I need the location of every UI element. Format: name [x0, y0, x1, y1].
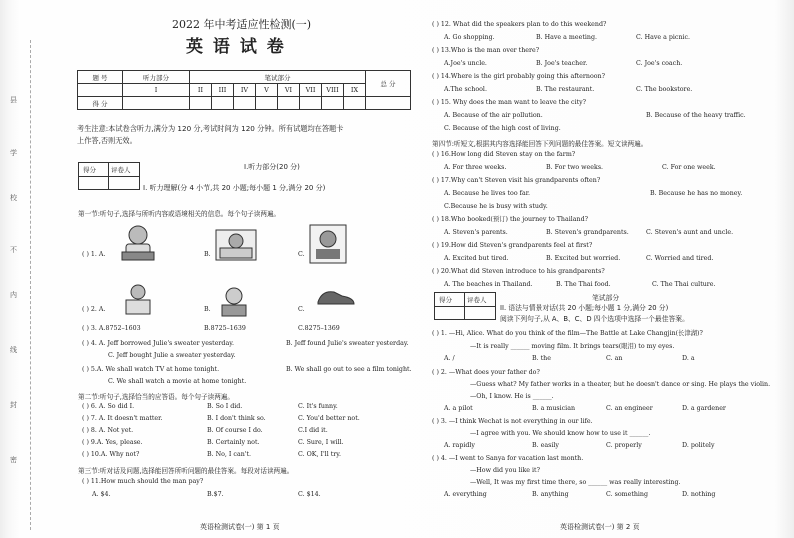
option-text: B. The restaurant.: [536, 86, 595, 93]
option-text: C. Steven's aunt and uncle.: [646, 229, 734, 236]
option-text: B.$7.: [207, 491, 224, 498]
question-text: —Well, It was my first time there, so ______ was really interesting.: [470, 479, 681, 486]
option-text: B.8725–1639: [204, 325, 246, 332]
side-label: 密: [10, 456, 17, 464]
section-heading: 第一节:听句子,选择与所听内容或语境相关的信息。每个句子读两遍。: [78, 210, 281, 218]
question-text: ( ) 1. —Hi, Alice. What do you think of the film—The Battle at Lake Changjin(长津湖)?: [432, 330, 703, 337]
option-text: B. Of course I do.: [207, 427, 263, 434]
question-text: ( ) 3. —I think Wechat is not everything in our life.: [432, 418, 593, 425]
option-text: A. rapidly: [444, 442, 475, 449]
question-text: ( ) 14.Where is the girl probably going this afternoon?: [432, 73, 605, 80]
option-text: D. nothing: [682, 491, 716, 498]
option-text: A.The school.: [444, 86, 487, 93]
option-text: C.8275–1369: [298, 325, 340, 332]
option-text: B. Jeff found Julie's sweater yesterday.: [286, 340, 409, 347]
option-text: B. Excited but worried.: [546, 255, 621, 262]
option-text: B.: [204, 306, 211, 313]
question-text: ( ) 3. A.8752–1603: [82, 325, 141, 332]
side-label: 学: [10, 149, 17, 157]
part1-sub: I. 听力理解(分 4 小节,共 20 小题;每小题 1 分,满分 20 分): [143, 184, 326, 192]
side-label: 内: [10, 291, 17, 299]
option-text: B. the: [532, 355, 551, 362]
option-text: A. everything: [444, 491, 487, 498]
option-text: C. For one week.: [662, 164, 716, 171]
question-text: ( ) 1. A.: [82, 251, 106, 258]
question-text: ( ) 17.Why can't Steven visit his grandparents often?: [432, 177, 601, 184]
question-text: ( ) 2. A.: [82, 306, 106, 313]
option-text: B. For two weeks.: [546, 164, 604, 171]
grader-box: [434, 292, 496, 320]
grader-label: 得分: [83, 166, 96, 174]
option-text: B. Certainly not.: [207, 439, 260, 446]
option-text: A. $4.: [92, 491, 111, 498]
notice-line: 上作答,否则无效。: [77, 136, 137, 145]
exam-title: 2022 年中考适应性检测(一): [172, 18, 312, 31]
part2-sub: II. 语法与情景对话(共 20 小题;每小题 1 分,满分 20 分): [500, 304, 669, 312]
score-table-cell: VII: [300, 84, 322, 97]
section-heading: 第四节:听短文,根据其内容选择能回答下列问题的最佳答案。短文读两遍。: [432, 140, 648, 148]
option-text: C. OK, I'll try.: [298, 451, 341, 458]
option-text: B. No, I can't.: [207, 451, 252, 458]
score-table-cell: IX: [344, 84, 366, 97]
option-text: C.: [298, 306, 305, 313]
option-text: A. Excited but tired.: [444, 255, 509, 262]
score-table-header: 题 号: [78, 71, 123, 84]
option-text: C. It's funny.: [298, 403, 338, 410]
option-text: D. politely: [682, 442, 715, 449]
question-text: ( ) 19.How did Steven's grandparents feel at first?: [432, 242, 593, 249]
option-text: C. We shall watch a movie at home tonight.: [108, 378, 247, 385]
score-table-cell: I: [123, 84, 190, 97]
option-text: B. anything: [532, 491, 569, 498]
option-text: C. properly: [606, 442, 642, 449]
question-text: ( ) 2. —What does your father do?: [432, 369, 540, 376]
exam-subtitle: 英 语 试 卷: [186, 37, 286, 57]
option-text: C. The Thai culture.: [652, 281, 716, 288]
girl-reading-image: [118, 222, 158, 264]
sick-girl-in-bed-image: [214, 226, 258, 264]
question-text: ( ) 13.Who is the man over there?: [432, 47, 540, 54]
grader-label: 得分: [439, 296, 452, 304]
score-table-cell: 得 分: [78, 97, 123, 110]
question-text: ( ) 6. A. So did I.: [82, 403, 135, 410]
section-heading: 第二节:听句子,选择恰当的应答语。每个句子读两遍。: [78, 393, 234, 401]
score-table-header: 听力部分: [123, 71, 190, 84]
option-text: C. Because of the high cost of living.: [444, 125, 561, 132]
option-text: C. Worried and tired.: [646, 255, 714, 262]
option-text: B. I don't think so.: [207, 415, 266, 422]
question-text: ( ) 16.How long did Steven stay on the farm?: [432, 151, 576, 158]
option-text: B. Because he has no money.: [650, 190, 743, 197]
option-text: C. an engineer: [606, 405, 653, 412]
option-text: A. Because of the air pollution.: [444, 112, 543, 119]
option-text: C. something: [606, 491, 649, 498]
question-text: ( ) 8. A. Not yet.: [82, 427, 134, 434]
score-table-cell: VIII: [322, 84, 344, 97]
score-table-header: 总 分: [366, 71, 411, 97]
option-text: B. a musician: [532, 405, 576, 412]
option-text: B. Steven's grandparents.: [546, 229, 629, 236]
side-label: 线: [10, 346, 17, 354]
question-text: —It is really ______ moving film. It brings tears(眼泪) to my eyes.: [470, 343, 675, 350]
option-text: C. The bookstore.: [636, 86, 693, 93]
binding-line: [30, 40, 31, 530]
score-table-cell: II: [190, 84, 212, 97]
option-text: A. /: [444, 355, 455, 362]
side-label: 县: [10, 96, 17, 104]
part2-instruction: 阅读下列句子,从 A、B、C、D 四个选项中选择一个最佳答案。: [500, 315, 689, 323]
option-text: D. a gardener: [682, 405, 726, 412]
part2-title: 笔试部分: [592, 294, 620, 302]
question-text: —Guess what? My father works in a theater, but he doesn't dance or sing. He plays the violin.: [470, 381, 771, 388]
option-text: C.Because he is busy with study.: [444, 203, 548, 210]
score-table-header: 笔试部分: [190, 71, 366, 84]
option-text: C. an: [606, 355, 623, 362]
score-table-cell: III: [212, 84, 234, 97]
option-text: C. Jeff bought Julie a sweater yesterday.: [108, 352, 236, 359]
grader-label: 评卷人: [111, 166, 131, 174]
option-text: C.: [298, 251, 305, 258]
option-text: C. Sure, I will.: [298, 439, 344, 446]
question-text: ( ) 18.Who booked(预订) the journey to Thailand?: [432, 216, 588, 223]
grader-label: 评卷人: [467, 296, 487, 304]
option-text: A. The beaches in Thailand.: [444, 281, 533, 288]
question-text: ( ) 15. Why does the man want to leave the city?: [432, 99, 587, 106]
question-text: ( ) 7. A. It doesn't matter.: [82, 415, 163, 422]
option-text: C.I did it.: [298, 427, 328, 434]
question-text: ( ) 4. —I went to Sanya for vacation last month.: [432, 455, 584, 462]
crying-boy-image: [214, 284, 254, 318]
option-text: B. We shall go out to see a film tonight.: [286, 366, 412, 373]
option-text: C. $14.: [298, 491, 321, 498]
question-text: ( ) 4. A. Jeff borrowed Julie's sweater yesterday.: [82, 340, 234, 347]
score-table: [77, 70, 411, 110]
score-table-cell: V: [256, 84, 278, 97]
option-text: B. Joe's teacher.: [536, 60, 588, 67]
question-text: ( ) 5.A. We shall watch TV at home tonight.: [82, 366, 220, 373]
score-table-cell: IV: [234, 84, 256, 97]
side-label: 不: [10, 246, 17, 254]
question-text: ( ) 10.A. Why not?: [82, 451, 140, 458]
option-text: A. For three weeks.: [444, 164, 507, 171]
option-text: B. So I did.: [207, 403, 243, 410]
notice-line: 考生注意:本试卷含听力,满分为 120 分,考试时间为 120 分钟。所有试题均在答题卡: [77, 124, 344, 133]
reading-student-image: [120, 282, 156, 318]
page-footer: 英语检测试卷(一) 第 2 页: [560, 523, 640, 531]
side-label: 校: [10, 194, 17, 202]
option-text: A. Go shopping.: [444, 34, 495, 41]
option-text: B. Because of the heavy traffic.: [646, 112, 746, 119]
option-text: B.: [204, 251, 211, 258]
option-text: D. a: [682, 355, 695, 362]
option-text: A. Steven's parents.: [444, 229, 508, 236]
score-table-cell: VI: [278, 84, 300, 97]
option-text: A.Joe's uncle.: [444, 60, 487, 67]
question-text: ( ) 20.What did Steven introduce to his grandparents?: [432, 268, 605, 275]
question-text: —I agree with you. We should know how to use it ______.: [470, 430, 651, 437]
option-text: B. The Thai food.: [556, 281, 611, 288]
option-text: C. Joe's coach.: [636, 60, 683, 67]
section-heading: 第三节:听对话及问题,选择能回答所听问题的最佳答案。每段对话读两遍。: [78, 467, 294, 475]
question-text: ( ) 11.How much should the man pay?: [82, 478, 204, 485]
page-footer: 英语检测试卷(一) 第 1 页: [200, 523, 280, 531]
option-text: A. a pilot: [444, 405, 473, 412]
grader-box: [78, 162, 140, 190]
side-label: 封: [10, 401, 17, 409]
person-on-phone-image: [306, 223, 350, 265]
option-text: C. Have a picnic.: [636, 34, 691, 41]
question-text: ( ) 9.A. Yes, please.: [82, 439, 143, 446]
option-text: B. Have a meeting.: [536, 34, 597, 41]
question-text: —How did you like it?: [470, 467, 540, 474]
part1-title: I.听力部分(20 分): [244, 163, 300, 171]
question-text: ( ) 12. What did the speakers plan to do this weekend?: [432, 21, 607, 28]
option-text: C. You'd better not.: [298, 415, 360, 422]
option-text: B. easily: [532, 442, 559, 449]
question-text: —Oh, I know. He is ______.: [470, 393, 554, 400]
shoe-image: [316, 286, 356, 308]
option-text: A. Because he lives too far.: [444, 190, 531, 197]
